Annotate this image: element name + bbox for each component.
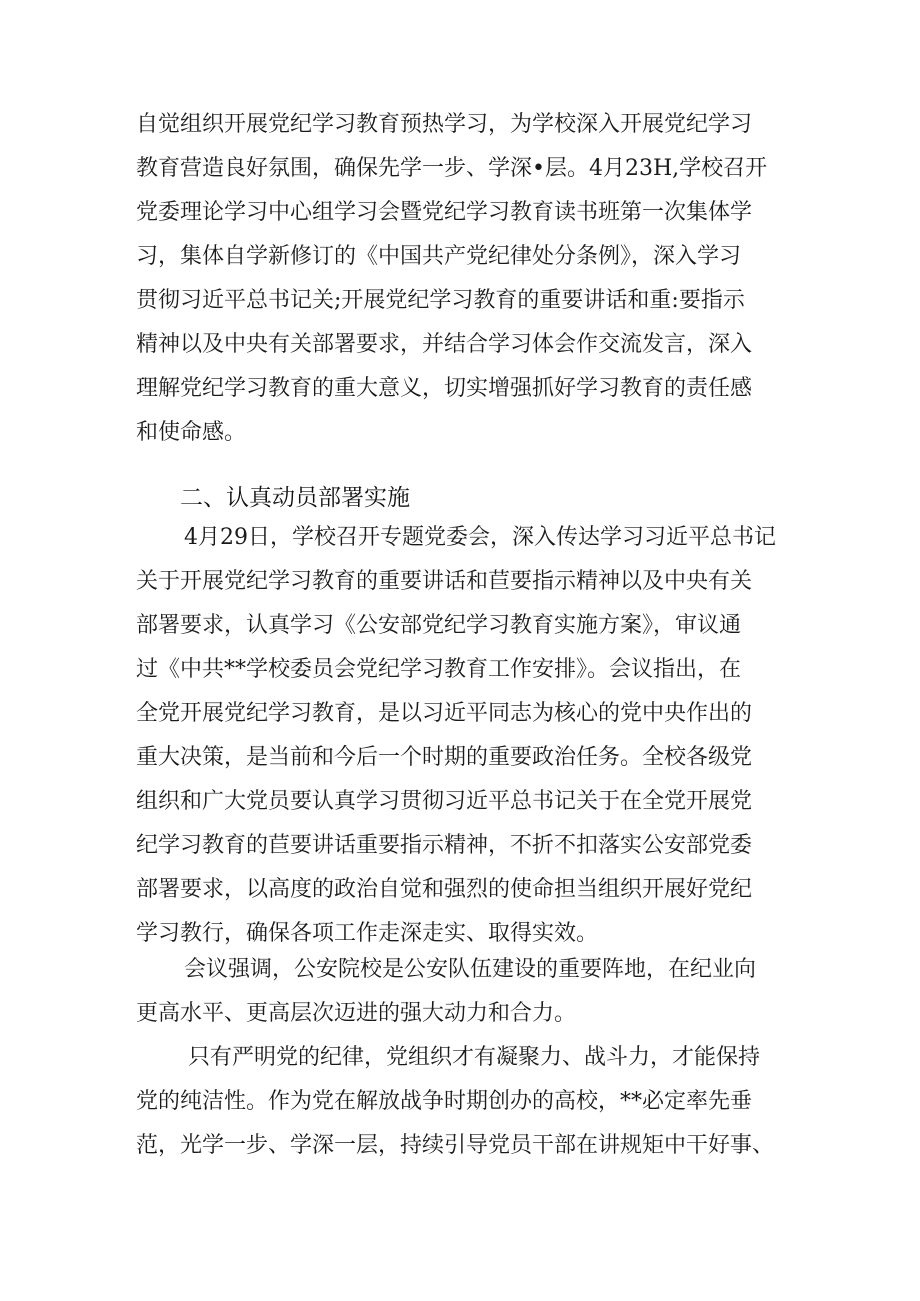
text-line: 自觉组织开展党纪学习教育预热学习，为学校深入开展党纪学习 <box>136 112 753 137</box>
text-line: 党的纯洁性。作为党在解放战争时期创办的高校，**必定率先垂 <box>136 1089 753 1114</box>
paragraph-4 <box>136 1036 786 1168</box>
text-line: 范，光学一步、学深一层，持续引导党员干部在讲规矩中干好事、 <box>136 1133 775 1158</box>
text-line: 过《中共**学校委员会党纪学习教育工作安排》。会议指出，在 <box>136 657 742 682</box>
text-line: 只有严明党的纪律，党组织才有凝聚力、战斗力，才能保持 <box>188 1045 761 1070</box>
text-line: 组织和广大党员要认真学习贯彻习近平总书记关于在全党开展党 <box>136 789 753 814</box>
text-line: 更高水平、更高层次迈进的强大动力和合力。 <box>136 1001 577 1026</box>
text-line: 部署要求，以高度的政治自觉和强烈的使命担当组织开展好党纪 <box>136 877 753 902</box>
text-line: 精神以及中央有关部署要求，并结合学习体会作交流发言，深入 <box>136 332 753 357</box>
paragraph-2 <box>136 516 786 956</box>
text-line: 理解党纪学习教育的重大意义，切实增强抓好学习教育的责任感 <box>136 376 753 401</box>
text-line: 教育营造良好氛围，确保先学一步、学深•层。4月23H,学校召开 <box>136 156 768 181</box>
paragraph-3 <box>136 948 786 1036</box>
text-line: 纪学习教育的苣要讲话重要指示精神，不折不扣落实公安部党委 <box>136 833 753 858</box>
text-line: 习，集体自学新修订的《中国共产党纪律处分条例》，深入学习 <box>136 244 742 269</box>
text-line: 部署要求，认真学习《公安部党纪学习教育实施方案》，审议通 <box>136 613 742 638</box>
text-line: 党委理论学习中心组学习会暨党纪学习教育读书班第一次集体学 <box>136 200 753 225</box>
text-line: 和使命感。 <box>136 420 247 445</box>
text-line: 学习教行，确保各项工作走深走实、取得实效。 <box>136 921 599 946</box>
text-line: 关于开展党纪学习教育的重要讲话和苣要指示精神以及中央有关 <box>136 569 753 594</box>
text-line: 会议强调，公安院校是公安队伍建设的重要阵地，在纪业向 <box>184 957 757 982</box>
text-line: 4月29日，学校召开专题党委会，深入传达学习习近平总书记 <box>184 525 776 550</box>
text-line: 重大决策，是当前和今后一个时期的重要政治任务。全校各级党 <box>136 745 753 770</box>
text-line: 贯彻习近平总书记关;开展党纪学习教育的重要讲话和重:要指示 <box>136 288 745 313</box>
section-heading: 二、认真动员部署实施 <box>180 485 410 511</box>
text-line: 全党开展党纪学习教育，是以习近平同志为核心的党中央作出的 <box>136 701 753 726</box>
paragraph-1 <box>136 103 786 455</box>
